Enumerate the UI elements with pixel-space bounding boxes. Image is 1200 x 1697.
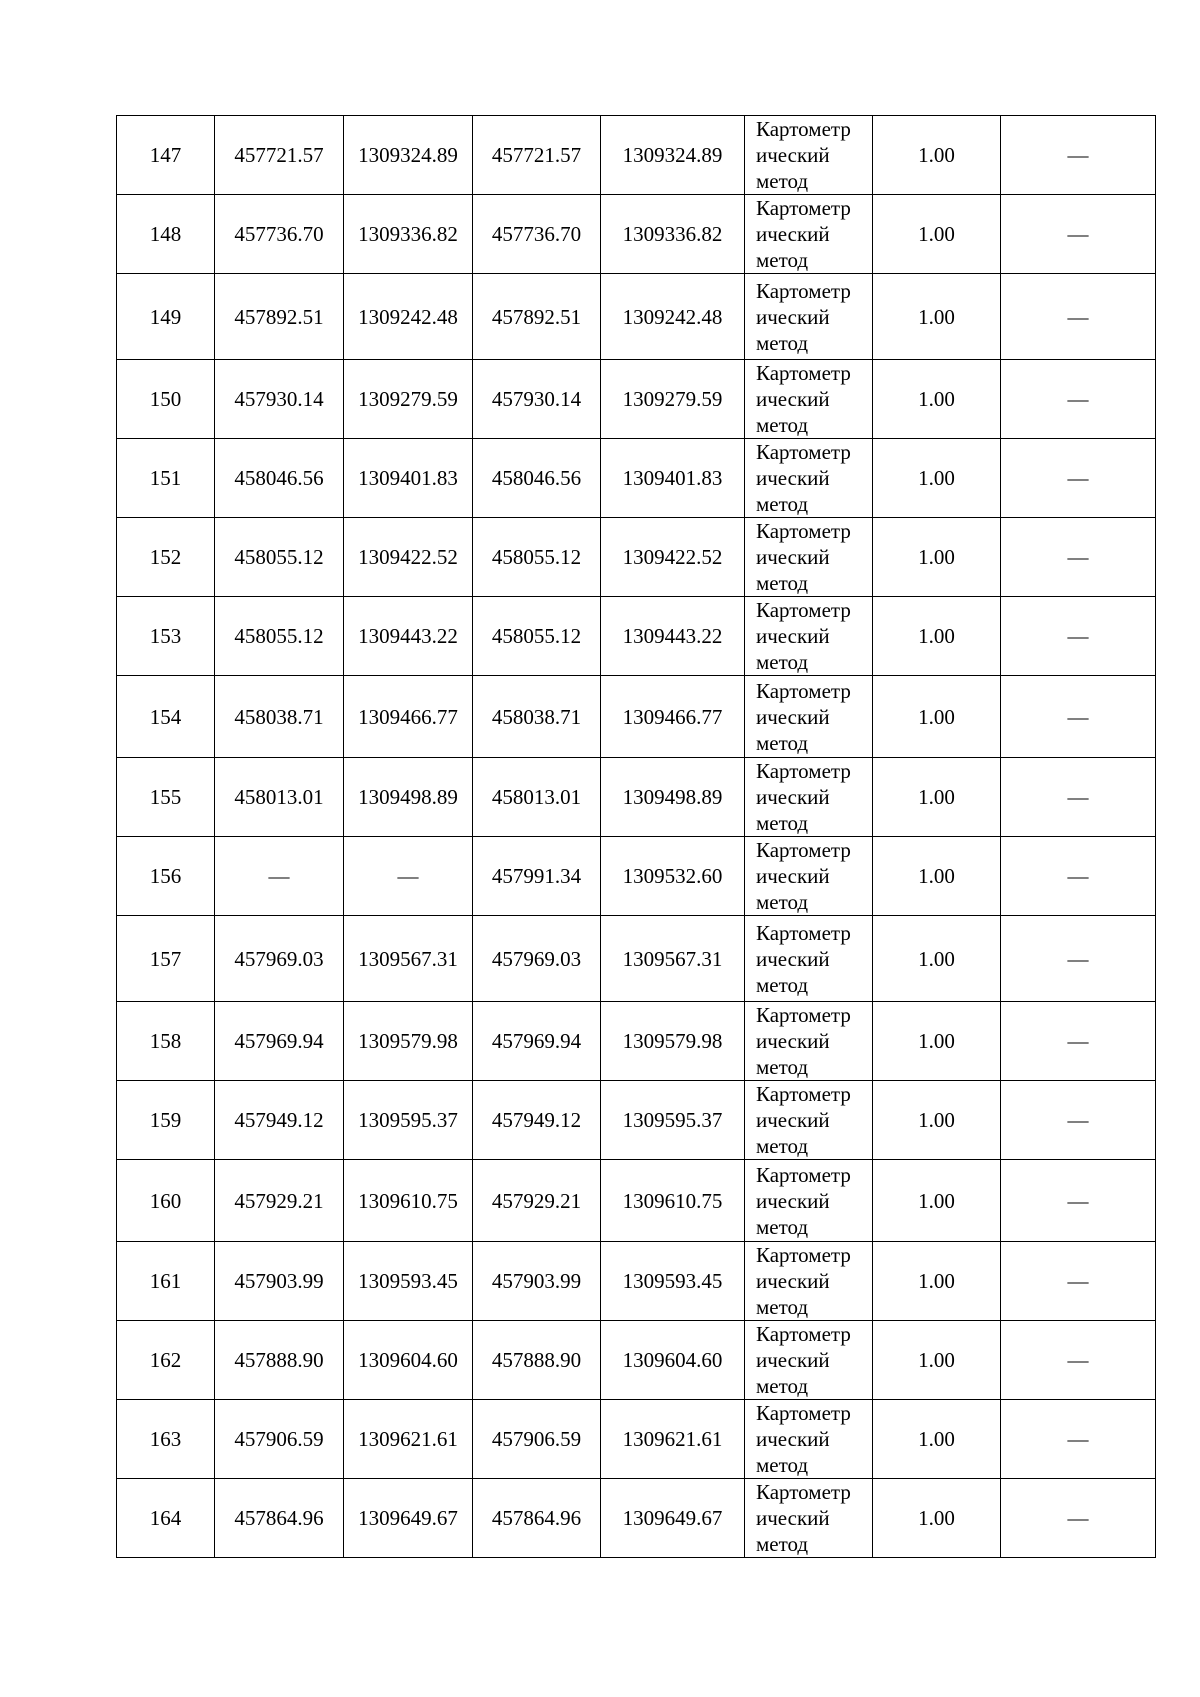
method-line-1: Картометр [756, 1322, 851, 1346]
new-y-cell: 1309466.77 [601, 676, 745, 758]
point-number-cell: 152 [117, 518, 215, 597]
new-y-cell: 1309336.82 [601, 195, 745, 274]
note-cell: — [1001, 360, 1156, 439]
existing-y-cell: 1309324.89 [344, 116, 473, 195]
existing-x-cell: 457969.03 [215, 916, 344, 1002]
existing-x-cell: — [215, 837, 344, 916]
new-x-cell: 458038.71 [473, 676, 601, 758]
note-cell: — [1001, 837, 1156, 916]
method-line-1: Картометр [756, 838, 851, 862]
note-cell: — [1001, 274, 1156, 360]
existing-x-cell: 457892.51 [215, 274, 344, 360]
method-line-2: ический [756, 222, 830, 246]
point-number-cell: 149 [117, 274, 215, 360]
point-number-cell: 154 [117, 676, 215, 758]
point-number-cell: 161 [117, 1242, 215, 1321]
method-line-1: Картометр [756, 519, 851, 543]
table-row [117, 1242, 1156, 1321]
accuracy-cell: 1.00 [873, 1400, 1001, 1479]
method-line-3: метод [756, 1453, 809, 1477]
method-line-3: метод [756, 650, 809, 674]
note-cell: — [1001, 1400, 1156, 1479]
new-x-cell: 457892.51 [473, 274, 601, 360]
method-line-2: ический [756, 143, 830, 167]
new-y-cell: 1309610.75 [601, 1160, 745, 1242]
method-line-1: Картометр [756, 598, 851, 622]
table-row [117, 1321, 1156, 1400]
method-line-3: метод [756, 1055, 809, 1079]
method-line-2: ический [756, 545, 830, 569]
existing-y-cell: 1309604.60 [344, 1321, 473, 1400]
accuracy-cell: 1.00 [873, 676, 1001, 758]
point-number-cell: 150 [117, 360, 215, 439]
existing-y-cell: 1309401.83 [344, 439, 473, 518]
table-row [117, 758, 1156, 837]
method-cell [745, 518, 873, 597]
new-y-cell: 1309595.37 [601, 1081, 745, 1160]
existing-y-cell: 1309610.75 [344, 1160, 473, 1242]
point-number-cell: 159 [117, 1081, 215, 1160]
method-cell [745, 916, 873, 1002]
method-line-3: метод [756, 169, 809, 193]
table-row [117, 597, 1156, 676]
note-cell: — [1001, 1321, 1156, 1400]
existing-x-cell: 458055.12 [215, 597, 344, 676]
method-line-2: ический [756, 1506, 830, 1530]
existing-x-cell: 457903.99 [215, 1242, 344, 1321]
new-y-cell: 1309621.61 [601, 1400, 745, 1479]
method-line-2: ический [756, 1427, 830, 1451]
existing-y-cell: 1309336.82 [344, 195, 473, 274]
method-line-1: Картометр [756, 1162, 851, 1187]
note-cell: — [1001, 1160, 1156, 1242]
existing-x-cell: 457929.21 [215, 1160, 344, 1242]
new-y-cell: 1309579.98 [601, 1002, 745, 1081]
existing-y-cell: 1309579.98 [344, 1002, 473, 1081]
new-x-cell: 457888.90 [473, 1321, 601, 1400]
existing-x-cell: 457736.70 [215, 195, 344, 274]
accuracy-cell: 1.00 [873, 837, 1001, 916]
table-row [117, 1479, 1156, 1558]
note-cell: — [1001, 916, 1156, 1002]
method-cell [745, 1081, 873, 1160]
point-number-cell: 156 [117, 837, 215, 916]
method-line-3: метод [756, 811, 809, 835]
existing-x-cell: 457969.94 [215, 1002, 344, 1081]
method-line-1: Картометр [756, 1401, 851, 1425]
new-x-cell: 457969.94 [473, 1002, 601, 1081]
existing-x-cell: 458055.12 [215, 518, 344, 597]
table-row [117, 116, 1156, 195]
new-x-cell: 457906.59 [473, 1400, 601, 1479]
note-cell: — [1001, 758, 1156, 837]
new-x-cell: 457903.99 [473, 1242, 601, 1321]
accuracy-cell: 1.00 [873, 1321, 1001, 1400]
method-line-1: Картометр [756, 361, 851, 385]
accuracy-cell: 1.00 [873, 518, 1001, 597]
existing-x-cell: 457949.12 [215, 1081, 344, 1160]
method-cell [745, 676, 873, 758]
method-line-2: ический [756, 785, 830, 809]
point-number-cell: 148 [117, 195, 215, 274]
method-line-3: метод [756, 330, 809, 355]
method-line-2: ический [756, 624, 830, 648]
method-line-3: метод [756, 413, 809, 437]
note-cell: — [1001, 676, 1156, 758]
note-cell: — [1001, 1242, 1156, 1321]
method-cell [745, 758, 873, 837]
new-y-cell: 1309498.89 [601, 758, 745, 837]
point-number-cell: 147 [117, 116, 215, 195]
method-line-3: метод [756, 492, 809, 516]
method-line-2: ический [756, 704, 830, 729]
table-row [117, 1002, 1156, 1081]
method-line-3: метод [756, 890, 809, 914]
note-cell: — [1001, 439, 1156, 518]
accuracy-cell: 1.00 [873, 195, 1001, 274]
method-line-2: ический [756, 1348, 830, 1372]
method-cell [745, 274, 873, 360]
accuracy-cell: 1.00 [873, 1002, 1001, 1081]
point-number-cell: 160 [117, 1160, 215, 1242]
point-number-cell: 151 [117, 439, 215, 518]
method-line-2: ический [756, 304, 830, 329]
existing-x-cell: 458046.56 [215, 439, 344, 518]
existing-x-cell: 458013.01 [215, 758, 344, 837]
method-line-3: метод [756, 1374, 809, 1398]
existing-y-cell: 1309595.37 [344, 1081, 473, 1160]
accuracy-cell: 1.00 [873, 116, 1001, 195]
method-line-1: Картометр [756, 1480, 851, 1504]
existing-x-cell: 457930.14 [215, 360, 344, 439]
accuracy-cell: 1.00 [873, 1479, 1001, 1558]
method-line-3: метод [756, 1214, 809, 1239]
new-y-cell: 1309532.60 [601, 837, 745, 916]
note-cell: — [1001, 195, 1156, 274]
accuracy-cell: 1.00 [873, 597, 1001, 676]
table-row [117, 837, 1156, 916]
method-line-1: Картометр [756, 1243, 851, 1267]
new-x-cell: 457930.14 [473, 360, 601, 439]
method-line-2: ический [756, 864, 830, 888]
note-cell: — [1001, 597, 1156, 676]
method-line-1: Картометр [756, 1082, 851, 1106]
point-number-cell: 157 [117, 916, 215, 1002]
note-cell: — [1001, 1002, 1156, 1081]
existing-y-cell: 1309242.48 [344, 274, 473, 360]
method-line-1: Картометр [756, 196, 851, 220]
method-line-1: Картометр [756, 1003, 851, 1027]
point-number-cell: 162 [117, 1321, 215, 1400]
table-row [117, 1160, 1156, 1242]
method-line-1: Картометр [756, 759, 851, 783]
existing-y-cell: 1309443.22 [344, 597, 473, 676]
new-x-cell: 457929.21 [473, 1160, 601, 1242]
new-y-cell: 1309401.83 [601, 439, 745, 518]
method-line-3: метод [756, 972, 809, 997]
point-number-cell: 164 [117, 1479, 215, 1558]
method-line-1: Картометр [756, 920, 851, 945]
new-x-cell: 457721.57 [473, 116, 601, 195]
method-cell [745, 360, 873, 439]
new-y-cell: 1309593.45 [601, 1242, 745, 1321]
method-cell [745, 1242, 873, 1321]
method-line-1: Картометр [756, 678, 851, 703]
existing-x-cell: 458038.71 [215, 676, 344, 758]
point-number-cell: 155 [117, 758, 215, 837]
new-x-cell: 457949.12 [473, 1081, 601, 1160]
method-cell [745, 1002, 873, 1081]
method-cell [745, 1160, 873, 1242]
table-row [117, 518, 1156, 597]
table-row [117, 195, 1156, 274]
existing-y-cell: 1309466.77 [344, 676, 473, 758]
table-row [117, 1081, 1156, 1160]
method-cell [745, 597, 873, 676]
new-x-cell: 457991.34 [473, 837, 601, 916]
new-x-cell: 458046.56 [473, 439, 601, 518]
note-cell: — [1001, 518, 1156, 597]
accuracy-cell: 1.00 [873, 1242, 1001, 1321]
existing-y-cell: 1309593.45 [344, 1242, 473, 1321]
accuracy-cell: 1.00 [873, 274, 1001, 360]
existing-y-cell: 1309567.31 [344, 916, 473, 1002]
new-y-cell: 1309649.67 [601, 1479, 745, 1558]
point-number-cell: 158 [117, 1002, 215, 1081]
method-line-1: Картометр [756, 278, 851, 303]
new-y-cell: 1309567.31 [601, 916, 745, 1002]
new-x-cell: 458013.01 [473, 758, 601, 837]
new-x-cell: 458055.12 [473, 597, 601, 676]
method-line-3: метод [756, 571, 809, 595]
existing-y-cell: 1309498.89 [344, 758, 473, 837]
method-line-3: метод [756, 248, 809, 272]
table-row [117, 916, 1156, 1002]
point-number-cell: 163 [117, 1400, 215, 1479]
method-line-2: ический [756, 946, 830, 971]
method-cell [745, 1479, 873, 1558]
new-y-cell: 1309324.89 [601, 116, 745, 195]
existing-y-cell: 1309621.61 [344, 1400, 473, 1479]
note-cell: — [1001, 1081, 1156, 1160]
accuracy-cell: 1.00 [873, 439, 1001, 518]
table-row [117, 676, 1156, 758]
new-y-cell: 1309242.48 [601, 274, 745, 360]
method-line-1: Картометр [756, 440, 851, 464]
existing-x-cell: 457906.59 [215, 1400, 344, 1479]
existing-x-cell: 457721.57 [215, 116, 344, 195]
table-row [117, 1400, 1156, 1479]
method-line-2: ический [756, 387, 830, 411]
accuracy-cell: 1.00 [873, 360, 1001, 439]
method-cell [745, 1400, 873, 1479]
accuracy-cell: 1.00 [873, 1160, 1001, 1242]
existing-y-cell: — [344, 837, 473, 916]
method-cell [745, 439, 873, 518]
accuracy-cell: 1.00 [873, 1081, 1001, 1160]
method-line-1: Картометр [756, 117, 851, 141]
table-row [117, 274, 1156, 360]
accuracy-cell: 1.00 [873, 916, 1001, 1002]
accuracy-cell: 1.00 [873, 758, 1001, 837]
method-cell [745, 195, 873, 274]
method-line-3: метод [756, 1134, 809, 1158]
existing-x-cell: 457864.96 [215, 1479, 344, 1558]
method-cell [745, 116, 873, 195]
existing-y-cell: 1309649.67 [344, 1479, 473, 1558]
new-x-cell: 458055.12 [473, 518, 601, 597]
note-cell: — [1001, 1479, 1156, 1558]
method-line-2: ический [756, 1269, 830, 1293]
method-cell [745, 837, 873, 916]
existing-x-cell: 457888.90 [215, 1321, 344, 1400]
method-line-3: метод [756, 1532, 809, 1556]
method-line-3: метод [756, 730, 809, 755]
coordinates-table [116, 115, 1156, 1558]
method-line-2: ический [756, 1108, 830, 1132]
new-y-cell: 1309443.22 [601, 597, 745, 676]
table-body [117, 116, 1156, 1558]
note-cell: — [1001, 116, 1156, 195]
table-row [117, 360, 1156, 439]
new-y-cell: 1309279.59 [601, 360, 745, 439]
existing-y-cell: 1309422.52 [344, 518, 473, 597]
existing-y-cell: 1309279.59 [344, 360, 473, 439]
new-y-cell: 1309422.52 [601, 518, 745, 597]
method-cell [745, 1321, 873, 1400]
new-x-cell: 457969.03 [473, 916, 601, 1002]
method-line-2: ический [756, 1029, 830, 1053]
table-row [117, 439, 1156, 518]
method-line-2: ический [756, 1188, 830, 1213]
method-line-2: ический [756, 466, 830, 490]
new-x-cell: 457736.70 [473, 195, 601, 274]
point-number-cell: 153 [117, 597, 215, 676]
new-x-cell: 457864.96 [473, 1479, 601, 1558]
new-y-cell: 1309604.60 [601, 1321, 745, 1400]
method-line-3: метод [756, 1295, 809, 1319]
